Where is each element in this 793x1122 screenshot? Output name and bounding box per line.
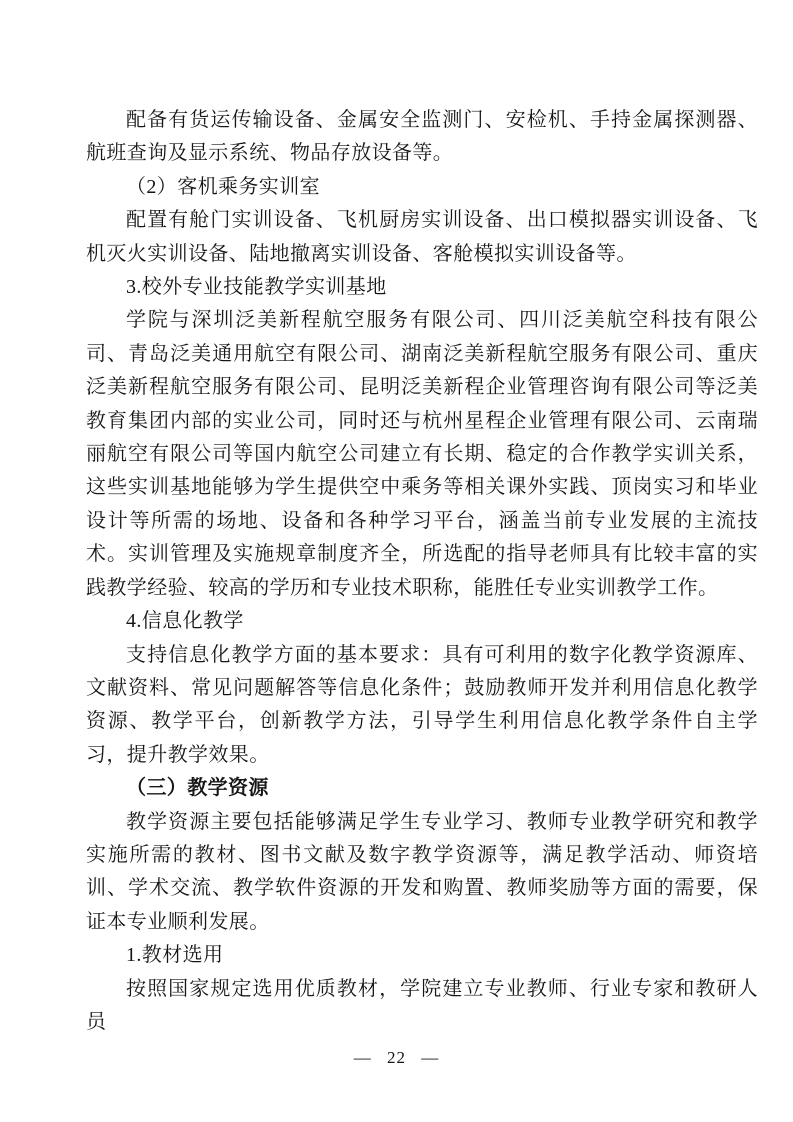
numbered-item-heading: 1.教材选用 — [126, 944, 224, 967]
body-paragraph: 配置有舱门实训设备、飞机厨房实训设备、出口模拟器实训设备、飞机灭火实训设备、陆地撤离实训设备、客舱模拟实训设备等。 — [86, 209, 758, 265]
page-body-text — [86, 104, 758, 1039]
body-paragraph: 按照国家规定选用优质教材，学院建立专业教师、行业专家和教研人员 — [86, 977, 758, 1033]
page-number: — 22 — — [353, 1048, 440, 1067]
body-paragraph: 学院与深圳泛美新程航空服务有限公司、四川泛美航空科技有限公司、青岛泛美通用航空有限公司、湖南泛美新程航空服务有限公司、重庆泛美新程航空服务有限公司、昆明泛美新程企业管理咨询有限公司等泛美教育集团内部的实业公司，同时还与杭州星程企业管理有限公司、云南瑞丽航空有限公司等国内航空公司建立有长期、稳定的合作教学实训关系，这些实训基地能够为学生提供空中乘务等相关课外实践、顶岗实习和毕业设计等所需的场地、设备和各种学习平台，涵盖当前专业发展的主流技术。实训管理及实施规章制度齐全，所选配的指导老师具有比较丰富的实践教学经验、较高的学历和专业技术职称，能胜任专业实训教学工作。 — [86, 309, 758, 599]
section-heading: （三）教学资源 — [126, 777, 269, 800]
numbered-item-heading: 4.信息化教学 — [126, 610, 244, 633]
body-paragraph: 支持信息化教学方面的基本要求：具有可利用的数字化教学资源库、文献资料、常见问题解答等信息化条件；鼓励教师开发并利用信息化教学资源、教学平台，创新教学方法，引导学生利用信息化教学条件自主学习，提升教学效果。 — [86, 643, 758, 766]
subsection-label: （2）客机乘务实训室 — [126, 175, 320, 198]
body-paragraph: 配备有货运传输设备、金属安全监测门、安检机、手持金属探测器、航班查询及显示系统、物品存放设备等。 — [86, 109, 758, 165]
body-paragraph: 教学资源主要包括能够满足学生专业学习、教师专业教学研究和教学实施所需的教材、图书文献及数字教学资源等，满足教学活动、师资培训、学术交流、教学软件资源的开发和购置、教师奖励等方面的需要，保证本专业顺利发展。 — [86, 810, 758, 933]
numbered-item-heading: 3.校外专业技能教学实训基地 — [126, 276, 387, 299]
